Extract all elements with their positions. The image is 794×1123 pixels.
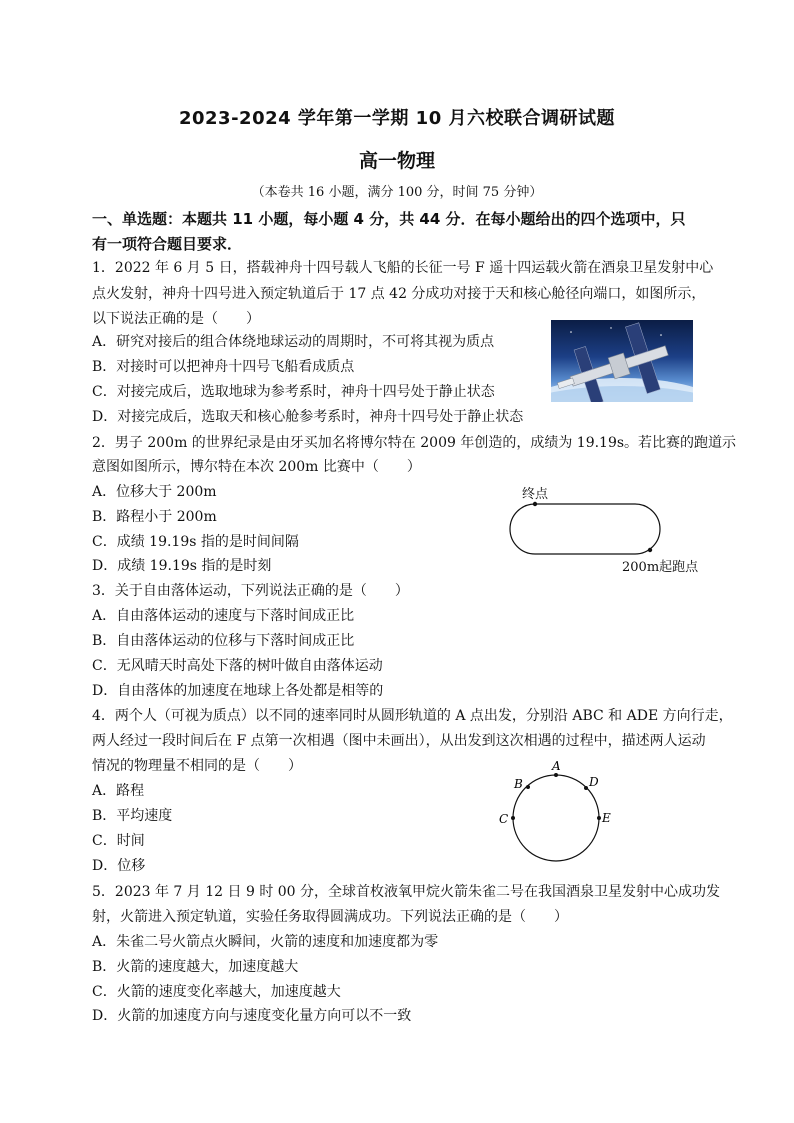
label-e: E — [602, 811, 611, 825]
section-heading — [92, 207, 704, 257]
exam-title: 2023-2024 学年第一学期 10 月六校联合调研试题 — [178, 108, 615, 129]
point-c — [511, 816, 515, 820]
label-d: D — [589, 775, 599, 789]
q4-option-c: C．时间 — [92, 833, 145, 849]
q4-option-a: A．路程 — [92, 783, 145, 799]
track-outline — [510, 504, 660, 554]
q3-stem-line: 3．关于自由落体运动，下列说法正确的是（ ） — [92, 583, 409, 599]
q4-stem-line: 情况的物理量不相同的是（ ） — [92, 758, 302, 774]
q1-option-d: D．对接完成后，选取天和核心舱参考系时，神舟十四号处于静止状态 — [92, 409, 524, 425]
q1-stem-line: 以下说法正确的是（ ） — [92, 311, 260, 327]
q5-option-c: C．火箭的速度变化率越大，加速度越大 — [92, 984, 341, 1000]
section-heading-line: 一、单选题：本题共 11 小题，每小题 4 分，共 44 分．在每小题给出的四个选项中，只 — [92, 210, 686, 228]
q5-option-d: D．火箭的加速度方向与速度变化量方向可以不一致 — [92, 1008, 412, 1024]
exam-note: （本卷共 16 小题，满分 100 分，时间 75 分钟） — [251, 185, 543, 200]
q5-option-b: B．火箭的速度越大，加速度越大 — [92, 959, 299, 975]
q4-option-b: B．平均速度 — [92, 808, 173, 824]
q1-option-c: C．对接完成后，选取地球为参考系时，神舟十四号处于静止状态 — [92, 384, 495, 400]
q3-option-d: D．自由落体的加速度在地球上各处都是相等的 — [92, 683, 384, 699]
q1-option-a: A．研究对接后的组合体绕地球运动的周期时，不可将其视为质点 — [92, 334, 495, 350]
q2-option-d: D．成绩 19.19s 指的是时刻 — [92, 558, 272, 574]
q2-option-b: B．路程小于 200m — [92, 509, 217, 525]
label-b: B — [514, 777, 523, 791]
q2-option-c: C．成绩 19.19s 指的是时间间隔 — [92, 534, 299, 550]
q5-stem-line: 射，火箭进入预定轨道，实验任务取得圆满成功。下列说法正确的是（ ） — [92, 909, 568, 925]
label-a: A — [552, 759, 561, 773]
section-heading-line: 有一项符合题目要求． — [92, 235, 243, 253]
q3-option-a: A．自由落体运动的速度与下落时间成正比 — [92, 608, 355, 624]
circle-track-diagram — [495, 756, 625, 866]
q1-stem-line: 1．2022 年 6 月 5 日，搭载神舟十四号载人飞船的长征一号 F 遥十四运载火箭在酒泉卫星发射中心 — [92, 260, 714, 276]
finish-point — [533, 502, 537, 506]
q3-option-b: B．自由落体运动的位移与下落时间成正比 — [92, 633, 355, 649]
q2-option-a: A．位移大于 200m — [92, 484, 217, 500]
point-d — [584, 786, 588, 790]
point-e — [597, 816, 601, 820]
point-a — [554, 773, 558, 777]
q1-option-b: B．对接时可以把神舟十四号飞船看成质点 — [92, 359, 355, 375]
q2-stem-line: 2．男子 200m 的世界纪录是由牙买加名将博尔特在 2009 年创造的，成绩为 19.19s。若比赛的跑道示 — [92, 435, 737, 451]
q5-stem-line: 5．2023 年 7 月 12 日 9 时 00 分，全球首枚液氧甲烷火箭朱雀二号在我国酒泉卫星发射中心成功发 — [92, 884, 721, 900]
q5-option-a: A．朱雀二号火箭点火瞬间，火箭的速度和加速度都为零 — [92, 934, 439, 950]
q3-option-c: C．无风晴天时高处下落的树叶做自由落体运动 — [92, 658, 383, 674]
q1-stem-line: 点火发射，神舟十四号进入预定轨道后于 17 点 42 分成功对接于天和核心舱径向端口，如图所示， — [92, 286, 706, 302]
subject-title: 高一物理 — [358, 150, 435, 172]
start-label: 200m起跑点 — [622, 560, 699, 575]
start-point — [648, 548, 652, 552]
point-b — [526, 785, 530, 789]
space-station-photo — [551, 320, 693, 402]
q4-option-d: D．位移 — [92, 858, 146, 874]
q4-stem-line: 两人经过一段时间后在 F 点第一次相遇（图中未画出），从出发到这次相遇的过程中，描述两人运动 — [92, 733, 706, 749]
q4-stem-line: 4．两个人（可视为质点）以不同的速率同时从圆形轨道的 A 点出发，分别沿 ABC 和 ADE 方向行走， — [92, 708, 733, 724]
finish-label: 终点 — [522, 487, 549, 502]
label-c: C — [499, 812, 509, 826]
q2-stem-line: 意图如图所示，博尔特在本次 200m 比赛中（ ） — [92, 459, 421, 475]
track-diagram — [500, 482, 710, 582]
